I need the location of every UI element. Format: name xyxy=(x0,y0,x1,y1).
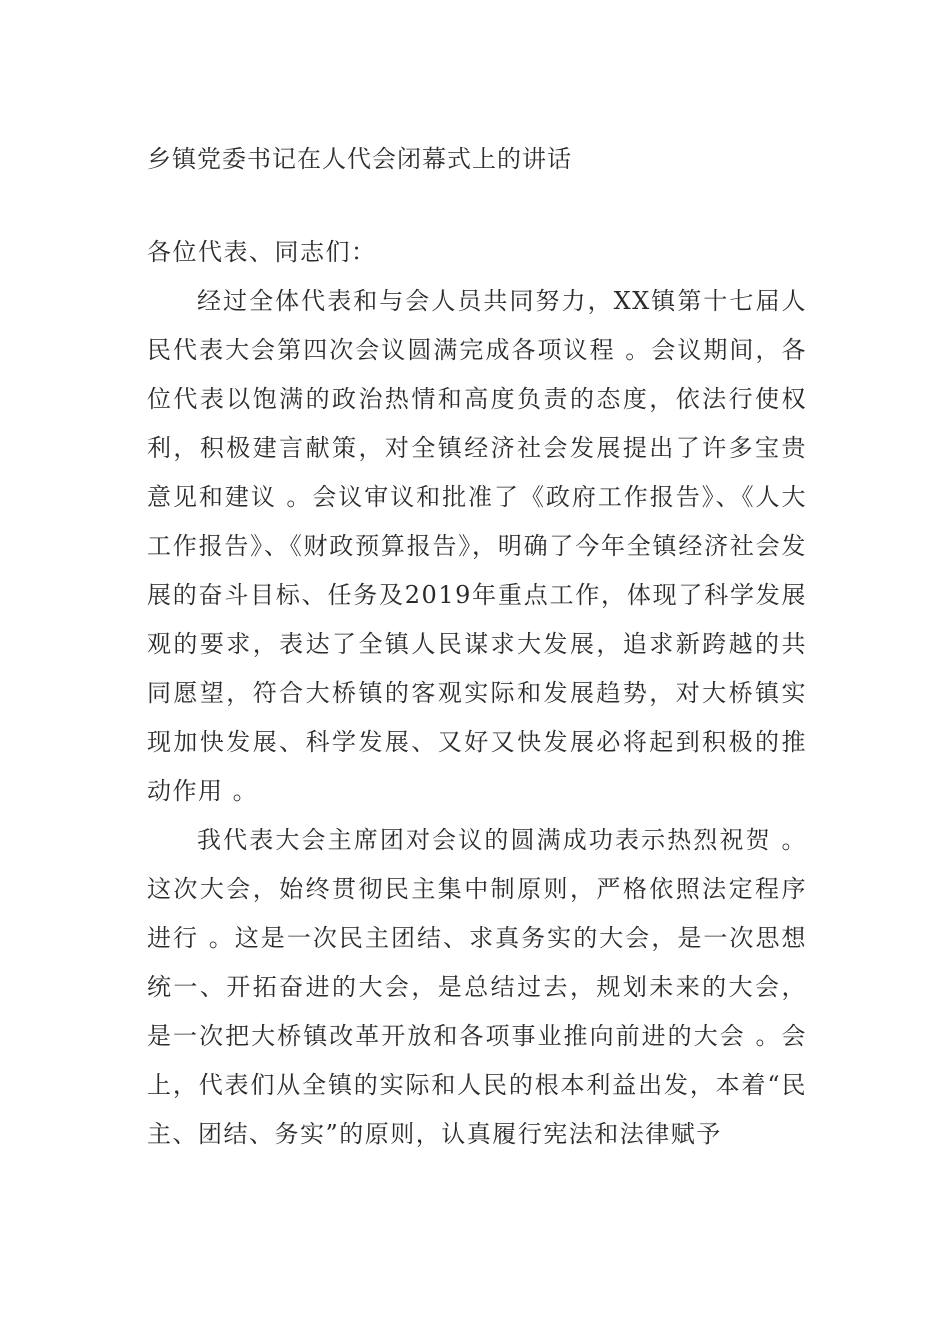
document-body xyxy=(147,228,807,1159)
document-title: 乡镇党委书记在人代会闭幕式上的讲话 xyxy=(147,145,572,173)
paragraph-1: 经过全体代表和与会人员共同努力，XX镇第十七届人民代表大会第四次会议圆满完成各项议程 。会议期间，各位代表以饱满的政治热情和高度负责的态度，依法行使权利，积极建言献策，对全镇经济社会发展提出了许多宝贵意见和建议 。会议审议和批准了《政府工作报告》、《人大工作报告》、《财政预算报告》，明确了今年全镇经济社会发展的奋斗目标、任务及2019年重点工作，体现了科学发展观的要求，表达了全镇人民谋求大发展，追求新跨越的共同愿望，符合大桥镇的客观实际和发展趋势，对大桥镇实现加快发展、科学发展、又好又快发展必将起到积极的推动作用 。 xyxy=(147,287,807,805)
paragraph-2: 我代表大会主席团对会议的圆满成功表示热烈祝贺 。这次大会，始终贯彻民主集中制原则，严格依照法定程序进行 。这是一次民主团结、求真务实的大会，是一次思想统一、开拓奋进的大会，是总结过去，规划未来的大会，是一次把大桥镇改革开放和各项事业推向前进的大会 。会上，代表们从全镇的实际和人民的根本利益出发，本着“民主、团结、务实”的原则，认真履行宪法和法律赋予 xyxy=(147,826,807,1148)
salutation: 各位代表、同志们： xyxy=(147,238,377,266)
